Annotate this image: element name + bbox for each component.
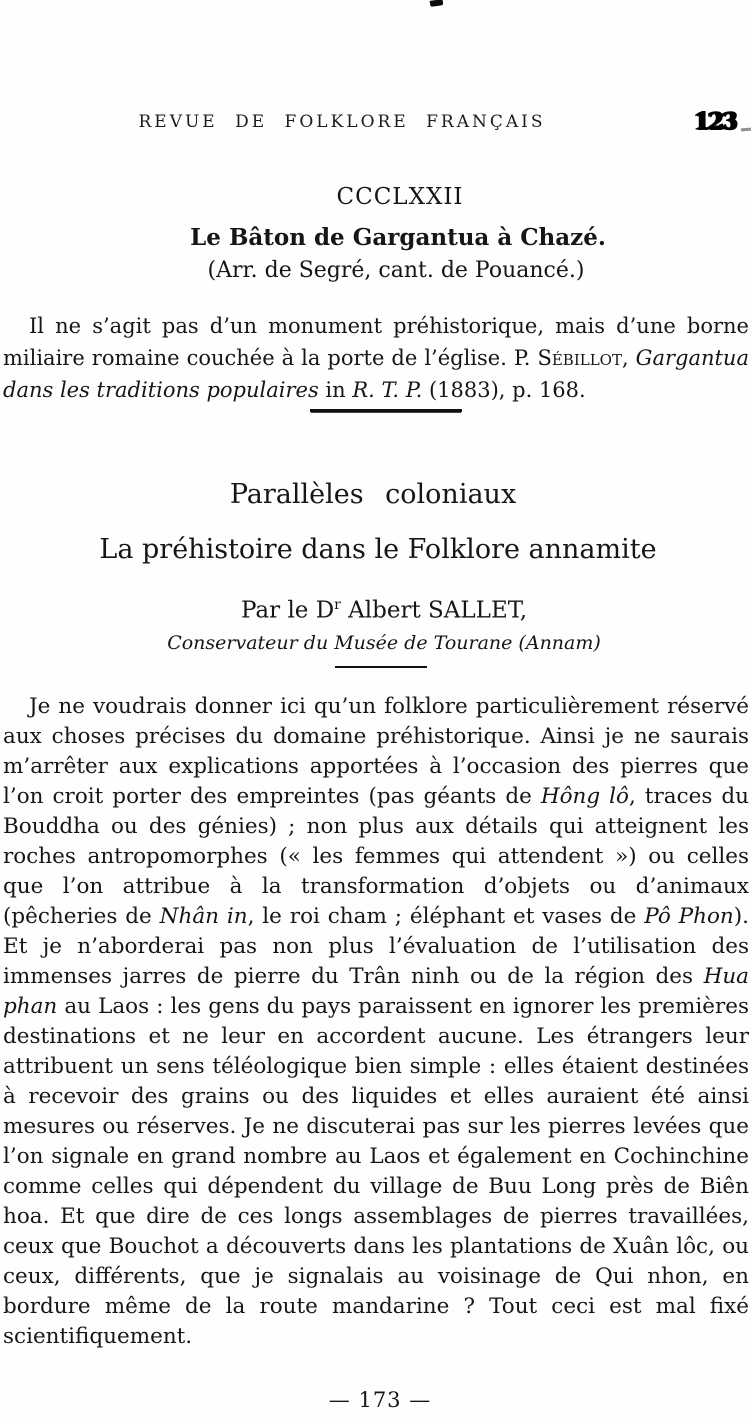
author-affiliation: Conservateur du Musée de Tourane (Annam): [167, 631, 601, 654]
article-subtitle: (Arr. de Segré, cant. de Pouancé.): [207, 258, 585, 283]
article-body: Je ne voudrais donner ici qu’un folklore particulièrement réservé aux choses précises du domaine préhistorique. Ainsi je ne saurais m’arrêter aux explications apportées à l’occasion des pierres que l’on croit porter des empreintes (pas géants de Hông lô, traces du Bouddha ou des génies) ; non plus aux détails qui atteignent les roches antropomorphes (« les femmes qui attendent ») ou celles que l’on attribue à la transformation d’objets ou d’animaux (pêcheries de Nhân in, le roi cham ; éléphant et vases de Pô Phon). Et je n’aborderai pas non plus l’évaluation de l’utilisation des immenses jarres de pierre du Trân ninh ou de la région des Hua phan au Laos : les gens du pays paraissent en ignorer les premières destinations et ne leur en accordent aucune. Les étrangers leur attribuent un sens téléologique bien simple : elles étaient destinées à recevoir des grains ou des liquides et elles auraient été ainsi mesures ou réserves. Je ne discuterai pas sur les pierres levées que l’on signale en grand nombre au Laos et également en Cochinchine comme celles qui dépendent du village de Buu Long près de Biên hoa. Et que dire de ces longs assemblages de pierres travaillées, ceux que Bouchot a découverts dans les plantations de Xuân lôc, ou ceux, différents, que je signalais au voisinage de Qui nhon, en bordure même de la route mandarine ? Tout ceci est mal fixé scientifiquement.: [3, 694, 749, 1349]
footer-page-number: — 173 —: [328, 1388, 432, 1412]
byline-divider-rule: [335, 666, 427, 668]
section-divider-rule: [310, 409, 462, 412]
page-footer: [0, 1388, 752, 1412]
article-title: Le Bâton de Gargantua à Chazé.: [190, 224, 606, 251]
annamite-article-heading: [0, 478, 752, 656]
ink-speck: [430, 0, 444, 7]
series-title: Parallèles coloniaux: [229, 479, 517, 510]
article-title: La préhistoire dans le Folklore annamite: [99, 534, 657, 565]
byline: Par le $D^r$ Albert SALLET,: [240, 597, 528, 624]
journal-title: REVUE DE FOLKLORE FRANÇAIS: [138, 112, 546, 132]
article-number: CCCLXXII: [336, 184, 464, 210]
gargantua-article: [0, 183, 752, 406]
article-body: Il ne s’agit pas d’un monument préhistorique, mais d’une borne miliaire romaine couchée à la porte de l’église. P. Sébillot, Gargantua dans les traditions populaires in R. T. P. (1883), p. 168.: [3, 314, 749, 402]
page-number: 123: [693, 108, 736, 135]
running-head: [0, 108, 752, 138]
